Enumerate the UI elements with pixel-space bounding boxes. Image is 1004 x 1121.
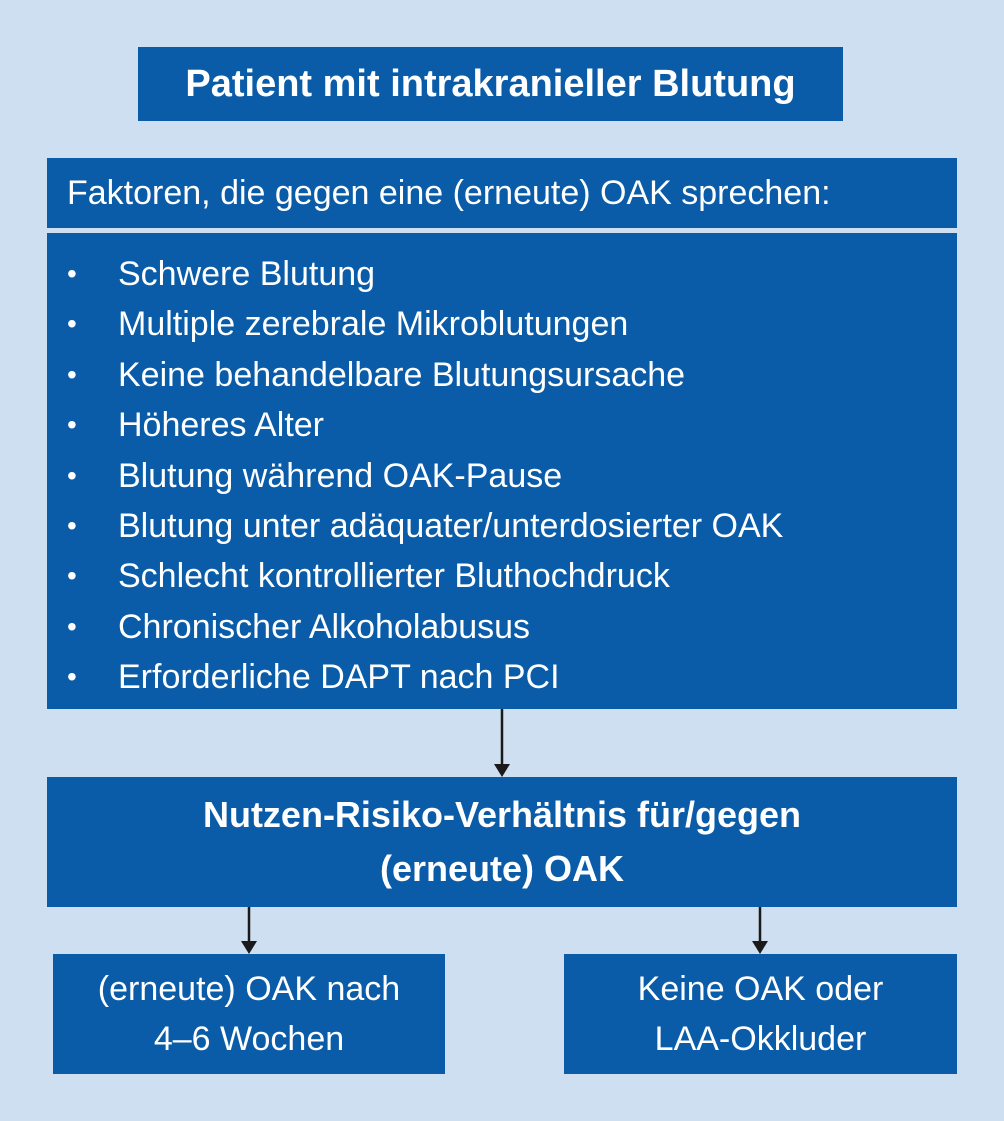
bullet-icon: • [67,409,77,441]
factor-text: Erforderliche DAPT nach PCI [118,658,560,697]
factor-text: Höheres Alter [118,406,324,445]
factors-header: Faktoren, die gegen eine (erneute) OAK sprechen: [67,173,831,212]
bullet-icon: • [67,258,77,289]
factor-text: Keine behandelbare Blutungsursache [118,355,686,394]
outcome-left-line-1: (erneute) OAK nach [97,970,401,1008]
factor-text: Schlecht kontrollierter Bluthochdruck [118,557,670,596]
bullet-icon: • [67,661,77,693]
arrow-to-outcome-right [752,907,768,954]
bullet-icon: • [67,358,77,390]
arrow-to-assessment [494,709,510,777]
arrow-to-outcome-left [241,907,257,954]
bullet-icon: • [67,610,77,642]
assessment-line-1: Nutzen-Risiko-Verhältnis für/gegen [202,794,802,835]
factor-text: Schwere Blutung [118,255,376,293]
factor-text: Multiple zerebrale Mikroblutungen [118,305,629,344]
outcome-right-line-2: LAA-Okkluder [654,1020,867,1058]
factor-text: Blutung unter adäquater/unterdosierter OAK [118,506,784,545]
assessment-line-2: (erneute) OAK [379,848,625,889]
bullet-icon: • [67,509,77,541]
outcome-right-line-1: Keine OAK oder [637,970,884,1008]
outcome-left-line-2: 4–6 Wochen [153,1020,345,1058]
factor-text: Chronischer Alkoholabusus [118,607,531,646]
bullet-icon: • [67,459,77,491]
factor-text: Blutung während OAK-Pause [118,456,563,495]
diagram-title: Patient mit intrakranieller Blutung [185,62,796,105]
bullet-icon: • [67,308,77,340]
bullet-icon: • [67,560,77,592]
